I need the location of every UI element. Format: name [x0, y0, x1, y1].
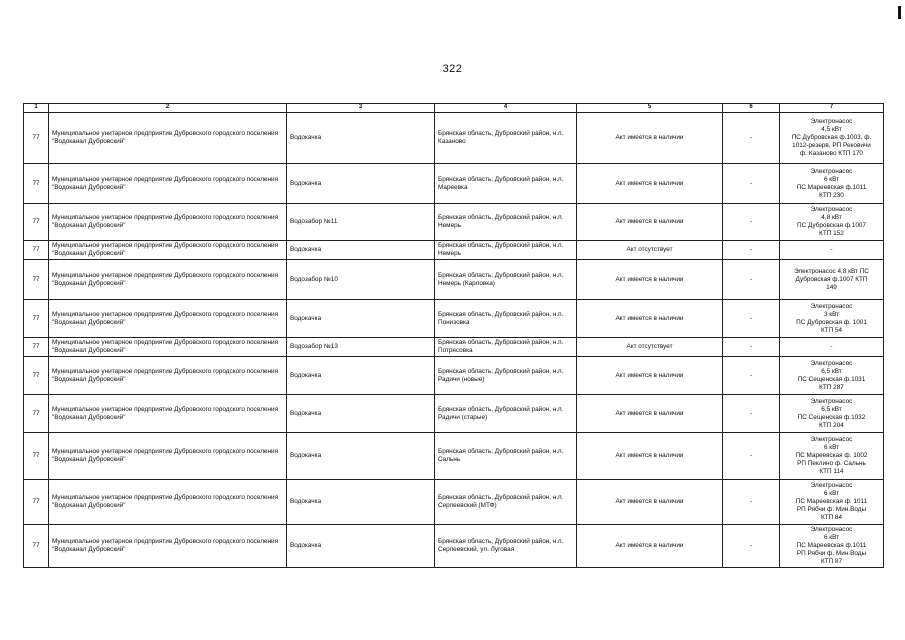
- equipment-line: -: [830, 246, 833, 253]
- equipment-line: Электронасос: [810, 167, 853, 175]
- act-status-cell: Акт имеется в наличии: [577, 480, 723, 525]
- equipment-line: 1012-резерв, РП Рековичи: [792, 142, 871, 149]
- equipment-line: ПС Мареевская ф. 1011: [795, 498, 868, 505]
- act-status-cell: Акт имеется в наличии: [577, 525, 723, 568]
- object-cell: Водозабор №11: [287, 204, 435, 241]
- column-6-cell: -: [723, 395, 780, 433]
- equipment-line: РП Рябчи ф. Мин.Воды: [796, 506, 867, 513]
- organization-cell: Муниципальное унитарное предприятие Дубровского городского поселения "Водоканал Дубровский": [49, 164, 287, 204]
- table-row: [24, 260, 884, 300]
- address-cell: Брянская область, Дубровский район, н.п. Понизовка: [435, 300, 577, 338]
- object-cell: Водокачка: [287, 300, 435, 338]
- equipment-line: КТП 54: [820, 326, 843, 334]
- table-row: [24, 480, 884, 525]
- object-cell: Водозабор №13: [287, 338, 435, 357]
- row-number-cell: 77: [24, 395, 49, 433]
- object-cell: Водокачка: [287, 241, 435, 260]
- object-cell: Водокачка: [287, 357, 435, 395]
- organization-cell: Муниципальное унитарное предприятие Дубровского городского поселения "Водоканал Дубровский": [49, 433, 287, 480]
- object-cell: Водокачка: [287, 395, 435, 433]
- equipment-cell: [780, 338, 884, 357]
- address-cell: Брянская область, Дубровский район, н.п. Казаново: [435, 113, 577, 164]
- object-cell: Водокачка: [287, 113, 435, 164]
- column-6-cell: -: [723, 357, 780, 395]
- equipment-line: КТП 204: [819, 421, 844, 429]
- column-6-cell: -: [723, 525, 780, 568]
- organization-cell: Муниципальное унитарное предприятие Дубровского городского поселения "Водоканал Дубровский": [49, 338, 287, 357]
- object-cell: Водозабор №10: [287, 260, 435, 300]
- row-number-cell: 77: [24, 164, 49, 204]
- equipment-line: 6,5 кВт: [821, 405, 842, 413]
- act-status-cell: Акт имеется в наличии: [577, 260, 723, 300]
- column-header: 1: [24, 104, 49, 113]
- address-cell: Брянская область, Дубровский район, н.п. Радичи (новые): [435, 357, 577, 395]
- table-row: [24, 395, 884, 433]
- equipment-line: КТП 114: [819, 468, 844, 475]
- address-cell: Брянская область, Дубровский район, н.п. Немерь: [435, 204, 577, 241]
- equipment-line: Электронасос: [810, 118, 853, 125]
- organization-cell: Муниципальное унитарное предприятие Дубровского городского поселения "Водоканал Дубровский": [49, 525, 287, 568]
- equipment-cell: [780, 300, 884, 338]
- act-status-cell: Акт имеется в наличии: [577, 164, 723, 204]
- equipment-line: 6 кВт: [823, 175, 840, 183]
- act-status-cell: Акт имеется в наличии: [577, 433, 723, 480]
- row-number-cell: 77: [24, 260, 49, 300]
- address-cell: Брянская область, Дубровский район, н.п. Мареевка: [435, 164, 577, 204]
- equipment-line: Электронасос: [810, 206, 853, 213]
- equipment-line: КТП 152: [819, 230, 844, 237]
- organization-cell: Муниципальное унитарное предприятие Дубровского городского поселения "Водоканал Дубровский": [49, 357, 287, 395]
- table-row: [24, 113, 884, 164]
- table-row: [24, 241, 884, 260]
- equipment-line: 3 кВт: [823, 310, 840, 318]
- row-number-cell: 77: [24, 525, 49, 568]
- equipment-cell: [780, 433, 884, 480]
- act-status-cell: Акт имеется в наличии: [577, 357, 723, 395]
- table-body: [24, 113, 884, 568]
- organization-cell: Муниципальное унитарное предприятие Дубровского городского поселения "Водоканал Дубровский": [49, 241, 287, 260]
- column-6-cell: -: [723, 260, 780, 300]
- column-header: 7: [780, 104, 884, 113]
- table-row: [24, 338, 884, 357]
- equipment-line: 6,5 кВт: [821, 367, 842, 375]
- equipment-line: Электронасос: [810, 359, 853, 367]
- table-row: [24, 300, 884, 338]
- organization-cell: Муниципальное унитарное предприятие Дубровского городского поселения "Водоканал Дубровский": [49, 395, 287, 433]
- equipment-line: 6 кВт: [823, 444, 840, 451]
- equipment-line: КТП 230: [819, 191, 844, 199]
- row-number-cell: 77: [24, 357, 49, 395]
- object-cell: Водокачка: [287, 433, 435, 480]
- column-6-cell: -: [723, 338, 780, 357]
- address-cell: Брянская область, Дубровский район, н.п. Потрясовка: [435, 338, 577, 357]
- equipment-line: Электронасос: [810, 436, 853, 443]
- act-status-cell: Акт имеется в наличии: [577, 204, 723, 241]
- column-header: 4: [435, 104, 577, 113]
- act-status-cell: Акт отсутствует: [577, 338, 723, 357]
- equipment-line: 6 кВт: [823, 534, 840, 541]
- header-row: [24, 104, 884, 113]
- equipment-line: КТП 87: [820, 558, 843, 565]
- object-cell: Водокачка: [287, 525, 435, 568]
- address-cell: Брянская область, Дубровский район, н.п. Сальнь: [435, 433, 577, 480]
- address-cell: Брянская область, Дубровский район, н.п. Серпеевский (МТФ): [435, 480, 577, 525]
- column-6-cell: -: [723, 204, 780, 241]
- address-cell: Брянская область, Дубровский район, н.п. Немерь: [435, 241, 577, 260]
- equipment-line: Электронасос: [810, 482, 853, 489]
- table-row: [24, 525, 884, 568]
- equipment-cell: [780, 204, 884, 241]
- equipment-line: Электронасос: [810, 302, 853, 310]
- address-cell: Брянская область, Дубровский район, н.п. Немерь (Карловка): [435, 260, 577, 300]
- organization-cell: Муниципальное унитарное предприятие Дубровского городского поселения "Водоканал Дубровский": [49, 204, 287, 241]
- equipment-line: ПС Мареевская ф.1011: [796, 183, 867, 191]
- equipment-cell: [780, 525, 884, 568]
- equipment-line: Дубровская ф.1007 КТП: [795, 275, 868, 283]
- address-cell: Брянская область, Дубровский район, н.п. Серпеевский, ул. Луговая: [435, 525, 577, 568]
- scan-edge-mark: [898, 6, 901, 19]
- act-status-cell: Акт имеется в наличии: [577, 113, 723, 164]
- organization-cell: Муниципальное унитарное предприятие Дубровского городского поселения "Водоканал Дубровский": [49, 480, 287, 525]
- row-number-cell: 77: [24, 241, 49, 260]
- equipment-line: ф. Казаново КТП 170: [800, 150, 863, 157]
- equipment-line: ПС Мареевская ф.1011: [796, 542, 867, 549]
- column-6-cell: -: [723, 300, 780, 338]
- equipment-line: 4,8 кВт: [821, 214, 842, 221]
- equipment-line: Электронасос: [810, 397, 853, 405]
- address-cell: Брянская область, Дубровский район, н.п. Радичи (старые): [435, 395, 577, 433]
- row-number-cell: 77: [24, 300, 49, 338]
- object-cell: Водокачка: [287, 164, 435, 204]
- equipment-line: 6 кВт: [823, 490, 840, 497]
- equipment-line: ПС Мареевская ф. 1002: [795, 452, 868, 459]
- column-6-cell: -: [723, 113, 780, 164]
- equipment-line: ПС Сещенская ф.1032: [797, 413, 866, 421]
- organization-cell: Муниципальное унитарное предприятие Дубровского городского поселения "Водоканал Дубровский": [49, 260, 287, 300]
- column-header: 3: [287, 104, 435, 113]
- equipment-cell: [780, 260, 884, 300]
- table-row: [24, 357, 884, 395]
- organization-cell: Муниципальное унитарное предприятие Дубровского городского поселения "Водоканал Дубровский": [49, 300, 287, 338]
- equipment-line: КТП 84: [820, 514, 843, 521]
- equipment-cell: [780, 164, 884, 204]
- act-status-cell: Акт имеется в наличии: [577, 395, 723, 433]
- registry-table-container: [23, 103, 883, 568]
- column-6-cell: -: [723, 164, 780, 204]
- equipment-cell: [780, 357, 884, 395]
- equipment-line: ПС Дубровская ф.1007: [797, 222, 866, 229]
- equipment-line: 4,5 кВт: [821, 126, 842, 133]
- equipment-line: РП Пеклино ф. Сальнь: [797, 460, 866, 467]
- table-row: [24, 164, 884, 204]
- row-number-cell: 77: [24, 338, 49, 357]
- row-number-cell: 77: [24, 113, 49, 164]
- equipment-cell: [780, 395, 884, 433]
- equipment-cell: [780, 480, 884, 525]
- column-6-cell: -: [723, 241, 780, 260]
- equipment-cell: [780, 113, 884, 164]
- equipment-line: 149: [826, 283, 837, 291]
- column-header: 6: [723, 104, 780, 113]
- equipment-line: ПС Дубровская ф. 1001: [796, 318, 867, 326]
- equipment-line: РП Рябчи ф. Мин.Воды: [796, 550, 867, 557]
- object-cell: Водокачка: [287, 480, 435, 525]
- column-header: 2: [49, 104, 287, 113]
- row-number-cell: 77: [24, 433, 49, 480]
- equipment-line: Электронасос: [810, 526, 853, 533]
- column-6-cell: -: [723, 433, 780, 480]
- equipment-line: КТП 287: [819, 383, 844, 391]
- act-status-cell: Акт имеется в наличии: [577, 300, 723, 338]
- column-header: 5: [577, 104, 723, 113]
- equipment-line: -: [830, 343, 833, 350]
- column-6-cell: -: [723, 480, 780, 525]
- page-number: 322: [442, 63, 463, 75]
- equipment-line: ПС Дубровская ф.1003, ф.: [791, 134, 872, 141]
- act-status-cell: Акт отсутствует: [577, 241, 723, 260]
- table-row: [24, 204, 884, 241]
- equipment-line: ПС Сещенская ф.1031: [797, 375, 866, 383]
- table-row: [24, 433, 884, 480]
- equipment-cell: [780, 241, 884, 260]
- organization-cell: Муниципальное унитарное предприятие Дубровского городского поселения "Водоканал Дубровский": [49, 113, 287, 164]
- row-number-cell: 77: [24, 204, 49, 241]
- row-number-cell: 77: [24, 480, 49, 525]
- equipment-line: Электронасос 4,8 кВт ПС: [794, 267, 869, 275]
- registry-table: [23, 103, 884, 568]
